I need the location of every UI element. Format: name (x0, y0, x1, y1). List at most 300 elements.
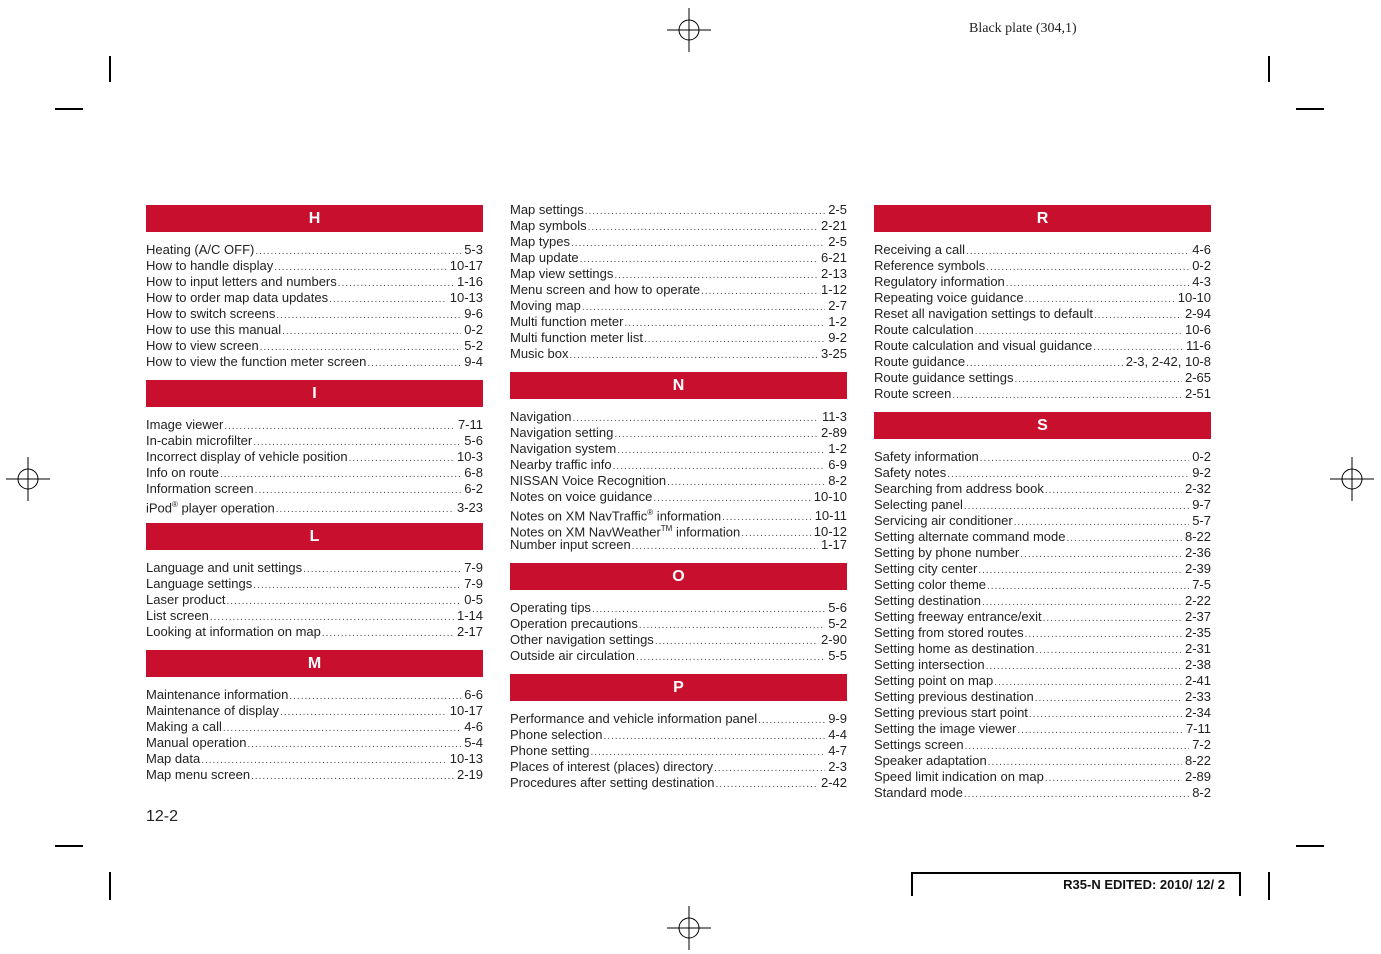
section-header-n: N (510, 372, 847, 399)
index-entry-title (146, 242, 254, 258)
index-entry-title (146, 576, 252, 592)
index-entry-text: Setting freeway entrance/exit (874, 609, 1042, 624)
index-entry-page: 4-6 (464, 719, 483, 734)
index-entry-page: 11-6 (1185, 338, 1211, 353)
index-entry-text: How to switch screens (146, 306, 276, 321)
dot-leader (1045, 771, 1182, 787)
index-entry-text: Route guidance settings (874, 370, 1014, 385)
index-entry-title (874, 338, 1092, 354)
index-entry (146, 433, 483, 449)
index-entry-title (146, 624, 321, 640)
index-entry (510, 266, 847, 282)
index-entry-page: 2-13 (820, 266, 847, 281)
index-entry-text: Setting destination (874, 593, 981, 608)
index-entry-text: Map data (146, 751, 201, 766)
section-header-r: R (874, 205, 1211, 232)
index-entry-title (510, 473, 666, 489)
index-entry-text: Heating (A/C OFF) (146, 242, 255, 257)
index-entry (146, 608, 483, 624)
index-entry-text: Searching from address book (874, 481, 1044, 496)
index-entry (510, 632, 847, 648)
dot-leader (224, 419, 455, 435)
index-entry-text: Setting the image viewer (874, 721, 1017, 736)
index-entry-page: 6-2 (464, 481, 483, 496)
dot-leader (570, 348, 818, 364)
index-entry-page: 10-17 (449, 703, 483, 718)
index-entry-page: 6-8 (464, 465, 483, 480)
dot-leader (282, 324, 461, 340)
index-entry-title (146, 735, 246, 751)
index-entry-page: 4-6 (1192, 242, 1211, 257)
index-entry-title (510, 346, 569, 362)
dot-leader (655, 634, 818, 650)
index-entry (874, 785, 1211, 801)
index-entry (874, 769, 1211, 785)
dot-leader (624, 316, 825, 332)
index-entry-title (510, 616, 638, 632)
index-entry-title (146, 592, 226, 608)
index-entry-title (510, 457, 612, 473)
index-entry-page: 2-34 (1184, 705, 1211, 720)
index-entry-text: Navigation (510, 409, 572, 424)
dot-leader (987, 579, 1189, 595)
index-entry-text: Speaker adaptation (874, 753, 987, 768)
dot-leader (571, 236, 825, 252)
index-entry-title (874, 306, 1093, 322)
index-section-entries (510, 202, 847, 372)
dot-leader (986, 260, 1189, 276)
index-entry-title (510, 727, 603, 743)
dot-leader (303, 562, 461, 578)
page-number: 12-2 (146, 808, 179, 825)
index-entry-page: 2-89 (1184, 769, 1211, 784)
dot-leader (276, 502, 454, 518)
dot-leader (1025, 627, 1182, 643)
index-entry-page: 9-2 (828, 330, 847, 345)
index-entry (146, 354, 483, 370)
index-entry-page: 2-94 (1184, 306, 1211, 321)
index-entry-text: Multi function meter list (510, 330, 643, 345)
index-entry-text: Repeating voice guidance (874, 290, 1024, 305)
index-entry-page: 11-3 (821, 409, 847, 424)
index-entry (510, 727, 847, 743)
index-entry-title (146, 481, 254, 497)
index-entry-page: 7-9 (464, 576, 483, 591)
index-entry-title (510, 266, 613, 282)
index-entry (146, 449, 483, 465)
index-entry (510, 457, 847, 473)
index-entry-title (146, 306, 275, 322)
index-entry-page: 2-39 (1184, 561, 1211, 576)
dot-leader (588, 220, 818, 236)
dot-leader (617, 443, 825, 459)
index-entry-page: 1-14 (456, 608, 483, 623)
index-column-2 (510, 202, 847, 801)
index-entry-title (874, 274, 1005, 290)
dot-leader (1014, 372, 1181, 388)
index-entry-page: 8-22 (1184, 529, 1211, 544)
index-section-entries (146, 550, 483, 650)
index-entry (146, 767, 483, 783)
index-entry (510, 409, 847, 425)
index-entry-text: Route calculation (874, 322, 974, 337)
dot-leader (280, 705, 447, 721)
index-entry-page: 6-6 (464, 687, 483, 702)
index-entry-title (146, 417, 223, 433)
index-entry-text: Phone selection (510, 727, 603, 742)
index-entry-text: Info on route (146, 465, 219, 480)
index-entry-text: Language settings (146, 576, 253, 591)
index-entry-title (874, 561, 977, 577)
dot-leader (639, 618, 825, 634)
index-entry-page: 2-90 (820, 632, 847, 647)
index-entry-page: 1-2 (828, 441, 847, 456)
index-entry (510, 473, 847, 489)
trademark-symbol: TM (660, 524, 673, 533)
index-entry-title (874, 753, 987, 769)
index-entry-text: How to view the function meter screen (146, 354, 367, 369)
index-entry-text: Operating tips (510, 600, 591, 615)
dot-leader (978, 563, 1182, 579)
index-entry-text-cont: information (672, 524, 741, 540)
dot-leader (614, 427, 818, 443)
index-entry-title (874, 465, 946, 481)
index-entry-title (874, 290, 1024, 306)
dot-leader (349, 451, 454, 467)
index-entry (510, 759, 847, 775)
index-entry (146, 465, 483, 481)
index-entry-page: 4-3 (1192, 274, 1211, 289)
index-entry (874, 737, 1211, 753)
dot-leader (1035, 691, 1182, 707)
index-entry (874, 258, 1211, 274)
index-entry-text: Menu screen and how to operate (510, 282, 701, 297)
index-entry-text: Servicing air conditioner (874, 513, 1013, 528)
index-entry-text: Notes on XM NavTraffic (510, 508, 648, 524)
index-entry (874, 705, 1211, 721)
dot-leader (338, 276, 454, 292)
index-section-entries (874, 232, 1211, 412)
index-entry-title (146, 608, 209, 624)
dot-leader (716, 777, 818, 793)
index-entry (146, 274, 483, 290)
index-entry-title (510, 425, 613, 441)
index-entry-title (510, 489, 652, 505)
index-entry-text: Setting alternate command mode (874, 529, 1066, 544)
index-entry-title (874, 689, 1034, 705)
crop-mark (109, 56, 111, 82)
index-entry-page: 10-10 (813, 489, 847, 504)
index-entry (146, 306, 483, 322)
plate-label: Black plate (304,1) (969, 21, 1077, 36)
index-entry-page: 5-3 (464, 242, 483, 257)
index-entry (874, 465, 1211, 481)
index-entry-title (146, 290, 328, 306)
index-entry-page: 1-17 (820, 537, 847, 552)
index-entry-title (510, 298, 581, 314)
index-entry (874, 625, 1211, 641)
index-entry (146, 242, 483, 258)
index-entry-title (874, 354, 965, 370)
dot-leader (367, 356, 461, 372)
dot-leader (255, 244, 461, 260)
index-entry (874, 290, 1211, 306)
index-entry-page: 2-22 (1184, 593, 1211, 608)
index-entry-text: Maintenance information (146, 687, 289, 702)
index-entry (510, 775, 847, 791)
dot-leader (329, 292, 447, 308)
index-entry-text: List screen (146, 608, 209, 623)
dot-leader (758, 713, 825, 729)
crop-mark (109, 872, 111, 900)
index-entry-text: Notes on XM NavWeather (510, 524, 661, 540)
index-entry (510, 425, 847, 441)
index-entry-text: Setting home as destination (874, 641, 1035, 656)
index-entry-page: 10-13 (449, 751, 483, 766)
index-entry (146, 560, 483, 576)
index-entry-text: Navigation system (510, 441, 617, 456)
index-entry (874, 242, 1211, 258)
trademark-symbol: ® (172, 500, 178, 509)
index-entry-page: 2-89 (820, 425, 847, 440)
index-entry-title (146, 322, 281, 338)
index-section-entries (146, 677, 483, 793)
index-entry-title (874, 545, 1019, 561)
index-entry (146, 751, 483, 767)
index-entry-text: Setting city center (874, 561, 978, 576)
index-entry-title (874, 673, 993, 689)
index-entry-text: Safety notes (874, 465, 947, 480)
index-entry-text: Moving map (510, 298, 581, 313)
index-entry (874, 481, 1211, 497)
index-entry (510, 616, 847, 632)
index-entry (510, 234, 847, 250)
dot-leader (636, 650, 825, 666)
index-entry-title (510, 537, 631, 553)
index-entry-page: 2-31 (1184, 641, 1211, 656)
index-entry (874, 561, 1211, 577)
index-entry-title (510, 441, 616, 457)
index-entry-page: 3-23 (456, 500, 483, 516)
index-entry-page: 10-13 (449, 290, 483, 305)
index-entry (510, 282, 847, 298)
index-entry-title (874, 322, 974, 338)
index-entry-page: 2-41 (1184, 673, 1211, 688)
index-entry-title (510, 711, 757, 727)
index-entry-page: 2-3 (828, 759, 847, 774)
index-entry-title (510, 409, 571, 425)
index-entry (510, 250, 847, 266)
index-entry (874, 689, 1211, 705)
index-entry-page: 5-6 (828, 600, 847, 615)
index-entry (510, 505, 847, 524)
index-entry (146, 687, 483, 703)
registration-mark-icon (1330, 457, 1374, 501)
dot-leader (632, 539, 818, 555)
dot-leader (1035, 643, 1182, 659)
index-entry-page: 2-37 (1184, 609, 1211, 624)
dot-leader (1029, 707, 1182, 723)
crop-mark (55, 108, 83, 110)
index-entry-page: 9-9 (828, 711, 847, 726)
index-entry (510, 298, 847, 314)
index-entry-text: Nearby traffic info (510, 457, 612, 472)
index-entry-title (146, 354, 366, 370)
dot-leader (251, 769, 454, 785)
index-entry-page: 2-65 (1184, 370, 1211, 385)
index-entry-text: In-cabin microfilter (146, 433, 253, 448)
dot-leader (964, 787, 1189, 803)
index-entry-page: 2-21 (820, 218, 847, 233)
index-entry-title (874, 529, 1066, 545)
dot-leader (223, 721, 461, 737)
index-entry (146, 703, 483, 719)
index-entry-title (146, 465, 219, 481)
index-entry-page: 2-19 (456, 767, 483, 782)
section-header-i: I (146, 380, 483, 407)
index-entry-title (146, 719, 222, 735)
index-entry-title (874, 370, 1013, 386)
index-entry-title (874, 641, 1034, 657)
index-entry (874, 641, 1211, 657)
dot-leader (1067, 531, 1182, 547)
index-entry-text: Reset all navigation settings to default (874, 306, 1093, 321)
index-entry-page: 10-10 (1177, 290, 1211, 305)
index-entry (510, 648, 847, 664)
index-entry-page: 8-2 (1192, 785, 1211, 800)
index-entry-title (510, 759, 713, 775)
index-entry-text: Information screen (146, 481, 254, 496)
index-entry-text: How to order map data updates (146, 290, 329, 305)
dot-leader (276, 308, 461, 324)
index-entry-title (874, 769, 1044, 785)
index-entry-title (146, 433, 252, 449)
index-entry (146, 290, 483, 306)
index-entry (874, 593, 1211, 609)
index-entry (874, 609, 1211, 625)
crop-mark (1268, 872, 1270, 900)
index-entry-text: Notes on voice guidance (510, 489, 653, 504)
index-entry-text: Route screen (874, 386, 952, 401)
index-entry-text: How to use this manual (146, 322, 282, 337)
dot-leader (1020, 547, 1182, 563)
index-entry-text: Standard mode (874, 785, 963, 800)
index-entry-title (146, 449, 348, 465)
index-entry-text: Setting intersection (874, 657, 985, 672)
index-entry-title (146, 274, 337, 290)
index-entry-title (874, 625, 1024, 641)
footer-edited-label: R35-N EDITED: 2010/ 12/ 2 (1063, 877, 1225, 892)
index-entry-text: Setting by phone number (874, 545, 1020, 560)
index-entry-page: 7-2 (1192, 737, 1211, 752)
index-entry-text: Map view settings (510, 266, 614, 281)
index-entry-page: 5-2 (464, 338, 483, 353)
index-entry-text: Multi function meter (510, 314, 624, 329)
index-entry (874, 386, 1211, 402)
dot-leader (220, 467, 461, 483)
index-entry-text: Language and unit settings (146, 560, 303, 575)
index-entry-title (874, 242, 965, 258)
index-entry-page: 9-2 (1192, 465, 1211, 480)
dot-leader (322, 626, 454, 642)
index-entry-title (146, 338, 259, 354)
section-header-p: P (510, 674, 847, 701)
index-entry-text: Route calculation and visual guidance (874, 338, 1093, 353)
index-entry (874, 529, 1211, 545)
index-entry (510, 711, 847, 727)
index-entry-text: Other navigation settings (510, 632, 654, 647)
index-entry-text: Map update (510, 250, 579, 265)
index-entry-page: 5-5 (828, 648, 847, 663)
index-section-entries (510, 590, 847, 674)
dot-leader (952, 388, 1182, 404)
index-entry-text: Setting color theme (874, 577, 987, 592)
index-entry-page: 2-51 (1184, 386, 1211, 401)
index-entry-title (874, 481, 1044, 497)
index-entry-page: 4-4 (828, 727, 847, 742)
index-entry-page: 2-33 (1184, 689, 1211, 704)
index-entry-text: Map symbols (510, 218, 587, 233)
index-entry-page: 0-2 (1192, 449, 1211, 464)
index-entry (874, 721, 1211, 737)
index-entry (874, 354, 1211, 370)
dot-leader (1094, 308, 1182, 324)
dot-leader (667, 475, 825, 491)
index-entry-page: 7-11 (457, 417, 483, 432)
dot-leader (255, 483, 462, 499)
index-entry-page: 0-2 (1192, 258, 1211, 273)
index-entry-title (874, 449, 979, 465)
index-column-1 (146, 205, 483, 793)
index-entry (510, 346, 847, 362)
index-entry (874, 370, 1211, 386)
index-entry (146, 258, 483, 274)
index-entry (510, 330, 847, 346)
index-entry-title (874, 386, 951, 402)
index-entry-title (510, 250, 579, 266)
index-section-entries (146, 232, 483, 380)
index-entry-page: 9-4 (464, 354, 483, 369)
index-entry-page: 6-21 (820, 250, 847, 265)
index-entry-page: 2-35 (1184, 625, 1211, 640)
section-header-m: M (146, 650, 483, 677)
dot-leader (227, 594, 462, 610)
index-entry (874, 306, 1211, 322)
index-entry-page: 2-3, 2-42, 10-8 (1125, 354, 1211, 369)
index-entry-title (874, 657, 985, 673)
dot-leader (966, 244, 1189, 260)
index-entry-text: Places of interest (places) directory (510, 759, 714, 774)
index-entry (874, 513, 1211, 529)
index-entry-text: Setting point on map (874, 673, 994, 688)
index-entry-page: 3-25 (820, 346, 847, 361)
index-entry-text: Map menu screen (146, 767, 251, 782)
index-entry-title (874, 593, 981, 609)
dot-leader (1006, 276, 1189, 292)
index-entry-text: Performance and vehicle information panel (510, 711, 758, 726)
index-entry-page: 5-6 (464, 433, 483, 448)
dot-leader (986, 659, 1182, 675)
section-header-l: L (146, 523, 483, 550)
footer-box (911, 872, 1241, 896)
index-entry-text: Image viewer (146, 417, 224, 432)
index-entry (146, 719, 483, 735)
index-entry-title (874, 721, 1016, 737)
dot-leader (585, 204, 826, 220)
index-entry-title (874, 785, 963, 801)
dot-leader (701, 284, 818, 300)
index-entry (874, 338, 1211, 354)
